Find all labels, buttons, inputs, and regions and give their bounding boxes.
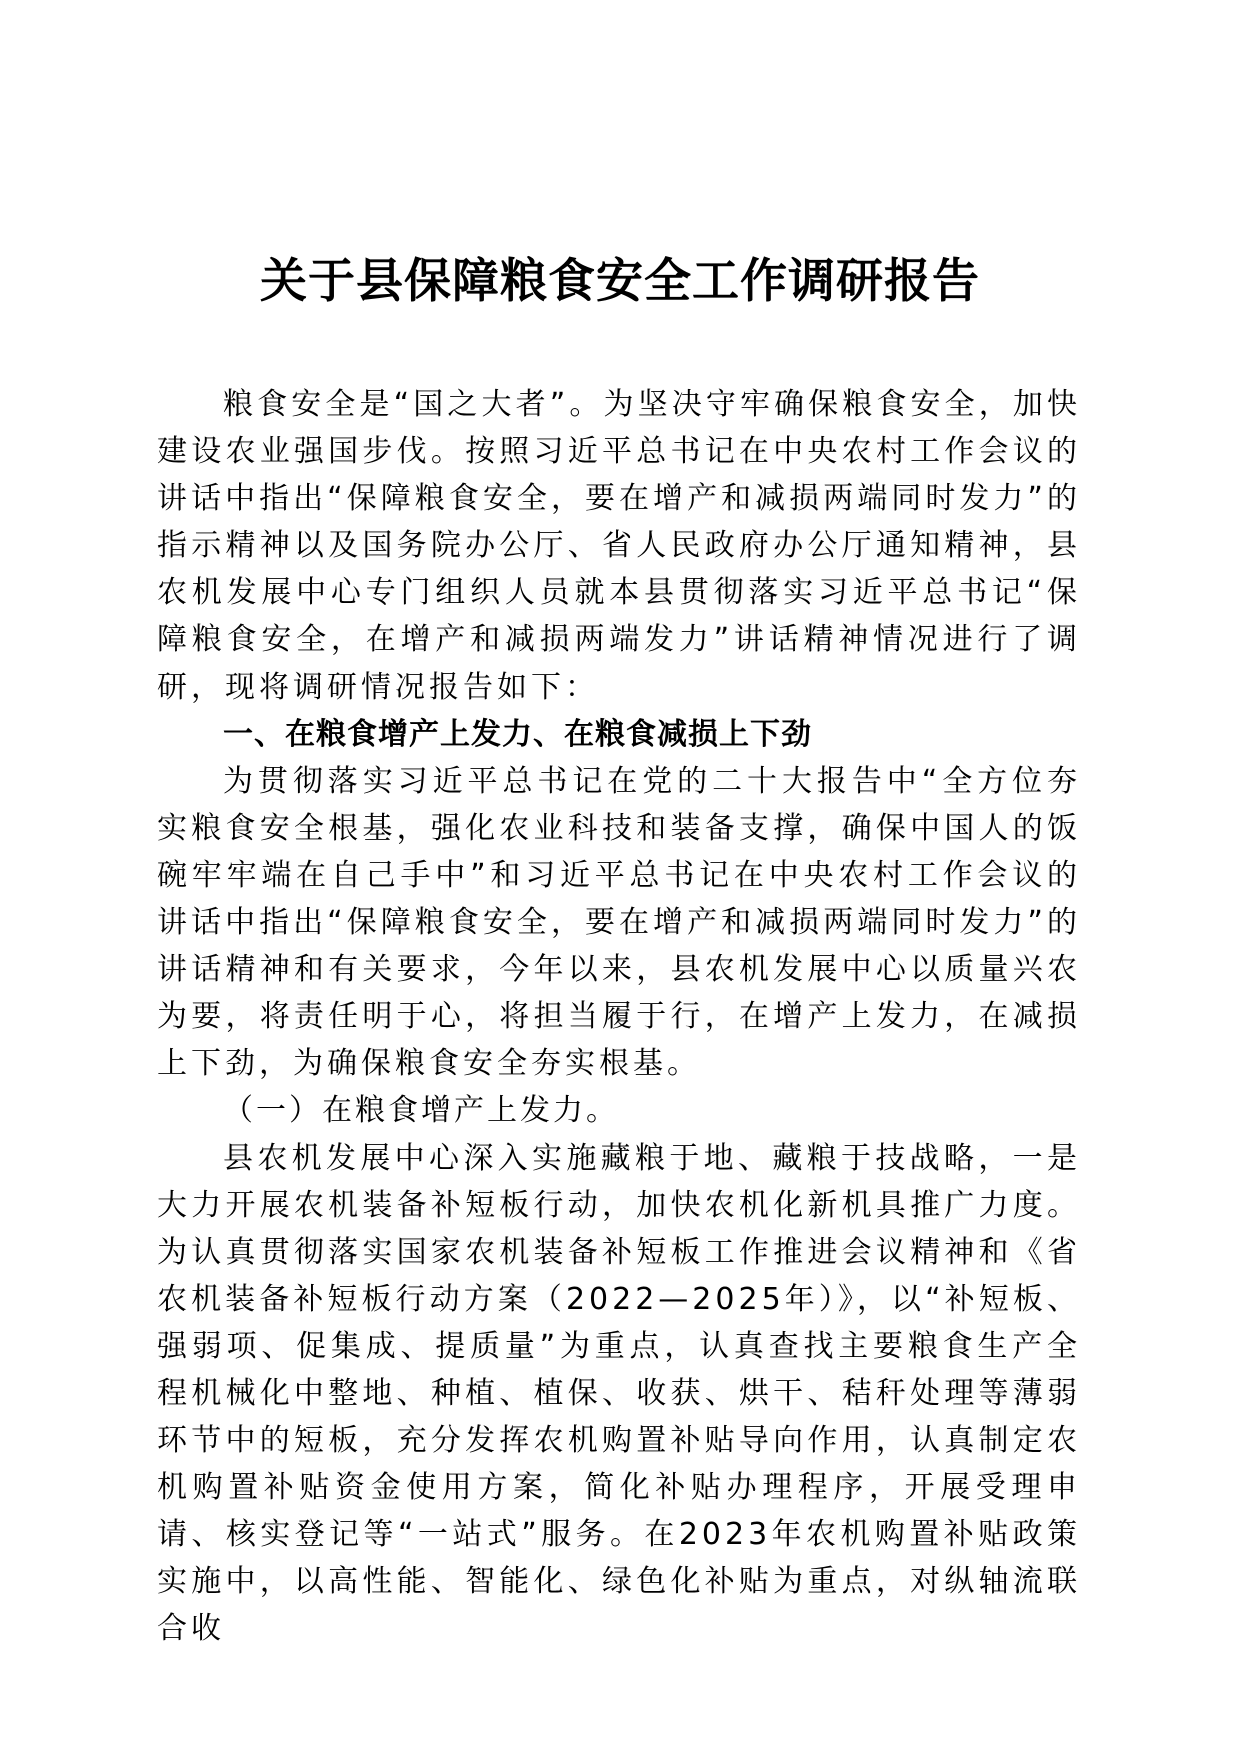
intro-paragraph: 粮食安全是“国之大者”。为坚决守牢确保粮食安全，加快建设农业强国步伐。按照习近平总书记在中央农村工作会议的讲话中指出“保障粮食安全，要在增产和减损两端同时发力”的指示精神以及国务院办公厅、省人民政府办公厅通知精神，县农机发展中心专门组织人员就本县贯彻落实习近平总书记“保障粮食安全，在增产和减损两端发力”讲话精神情况进行了调研，现将调研情况报告如下： xyxy=(157,387,1081,705)
section-heading-1: 一、在粮食增产上发力、在粮食减损上下劲 xyxy=(223,716,812,752)
document-body xyxy=(157,381,1081,1653)
subsection-1-paragraph: 县农机发展中心深入实施藏粮于地、藏粮于技战略，一是大力开展农机装备补短板行动，加快农机化新机具推广力度。为认真贯彻落实国家农机装备补短板工作推进会议精神和《省农机装备补短板行动方案（2022—2025年）》，以“补短板、强弱项、促集成、提质量”为重点，认真查找主要粮食生产全程机械化中整地、种植、植保、收获、烘干、秸秆处理等薄弱环节中的短板，充分发挥农机购置补贴导向作用，认真制定农机购置补贴资金使用方案，简化补贴办理程序，开展受理申请、核实登记等“一站式”服务。在2023年农机购置补贴政策实施中，以高性能、智能化、绿色化补贴为重点，对纵轴流联合收 xyxy=(157,1140,1081,1647)
subsection-heading-1: （一）在粮食增产上发力。 xyxy=(223,1093,619,1129)
section-1-paragraph: 为贯彻落实习近平总书记在党的二十大报告中“全方位夯实粮食安全根基，强化农业科技和装备支撑，确保中国人的饭碗牢牢端在自己手中”和习近平总书记在中央农村工作会议的讲话中指出“保障粮食安全，要在增产和减损两端同时发力”的讲话精神和有关要求，今年以来，县农机发展中心以质量兴农为要，将责任明于心，将担当履于行，在增产上发力，在减损上下劲，为确保粮食安全夯实根基。 xyxy=(157,763,1081,1082)
document-title: 关于县保障粮食安全工作调研报告 xyxy=(260,254,980,309)
